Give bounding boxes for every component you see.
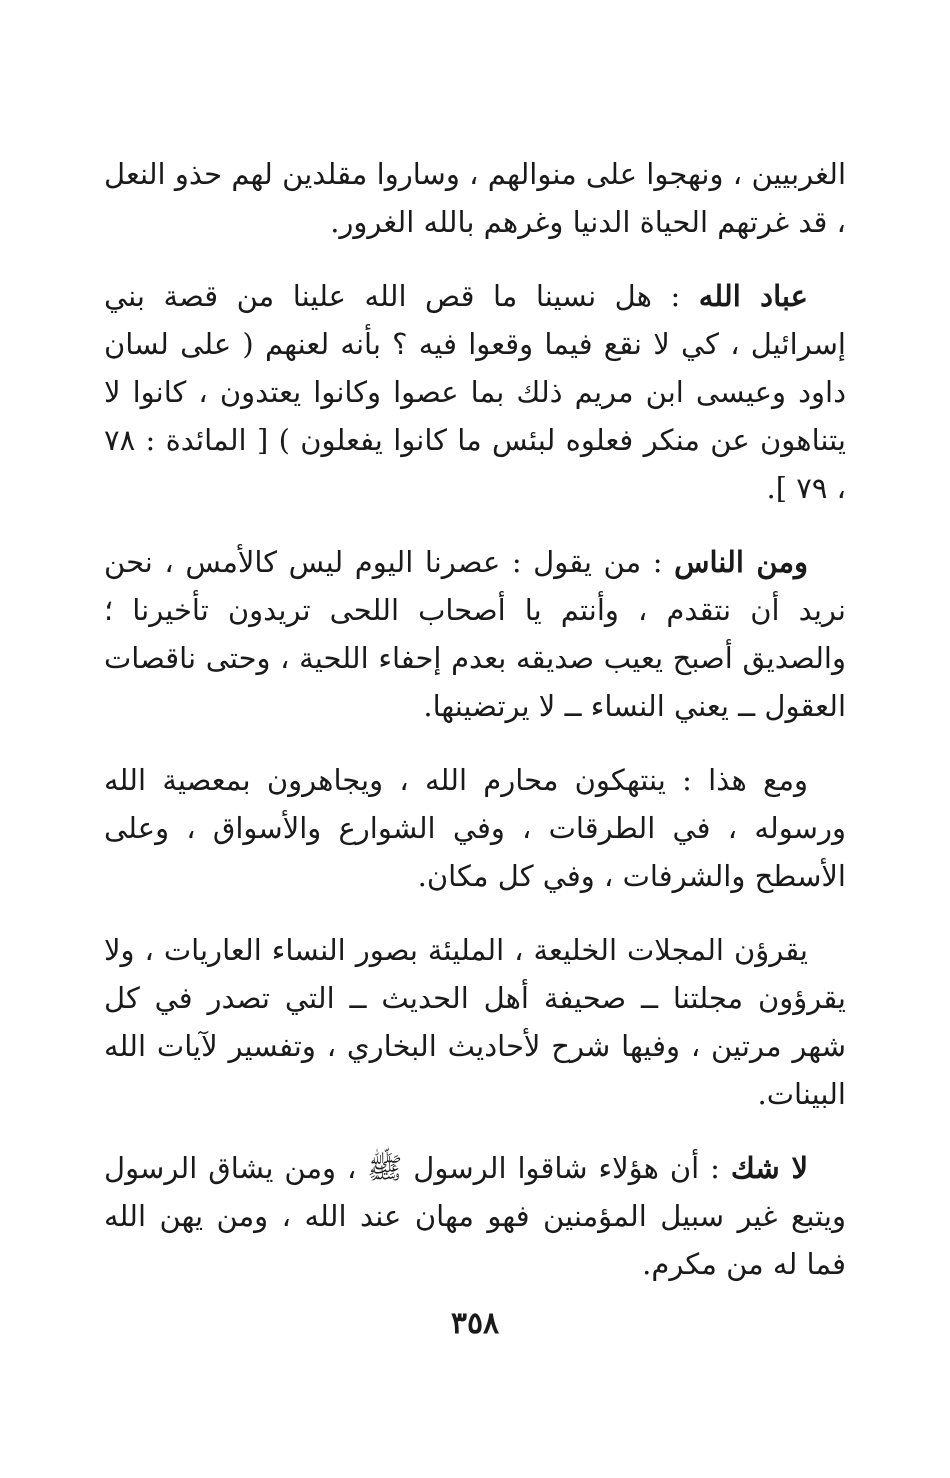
paragraph-1 xyxy=(104,150,846,246)
page-body xyxy=(104,150,846,1314)
paragraph-4 xyxy=(104,756,846,900)
paragraph-5 xyxy=(104,926,846,1118)
paragraph-2-text: : هل نسينا ما قص الله علينا من قصة بني إسرائيل ، كي لا نقع فيما وقعوا فيه ؟ بأنه لعنهم ( على لسان داود وعيسى ابن مريم ذلك بما عصوا وكانوا يعتدون ، كانوا لا يتناهون عن منكر فعلوه لبئس ما كانوا يفعلون ) [ المائدة : ٧٨ ، ٧٩ ]. xyxy=(104,279,846,505)
paragraph-1-text: الغربيين ، ونهجوا على منوالهم ، وساروا مقلدين لهم حذو النعل ، قد غرتهم الحياة الدنيا وغرهم بالله الغرور. xyxy=(104,157,846,239)
paragraph-6 xyxy=(104,1144,846,1288)
paragraph-2-lead: عباد الله xyxy=(698,279,808,313)
paragraph-6-lead: لا شك xyxy=(730,1151,808,1185)
page-number: ٣٥٨ xyxy=(450,1306,500,1341)
paragraph-3-text: : من يقول : عصرنا اليوم ليس كالأمس ، نحن نريد أن نتقدم ، وأنتم يا أصحاب اللحى تريدون تأخيرنا ؛ والصديق أصبح يعيب صديقه بعدم إحفاء اللحية ، وحتى ناقصات العقول ــ يعني النساء ــ لا يرتضينها. xyxy=(104,545,846,723)
paragraph-3 xyxy=(104,538,846,730)
paragraph-2 xyxy=(104,272,846,512)
paragraph-5-text: يقرؤن المجلات الخليعة ، المليئة بصور النساء العاريات ، ولا يقرؤون مجلتنا ــ صحيفة أهل الحديث ــ التي تصدر في كل شهر مرتين ، وفيها شرح لأحاديث البخاري ، وتفسير لآيات الله البينات. xyxy=(104,933,846,1111)
paragraph-6-text: : أن هؤلاء شاقوا الرسول ﷺ ، ومن يشاق الرسول ويتبع غير سبيل المؤمنين فهو مهان عند الله ، ومن يهن الله فما له من مكرم. xyxy=(104,1151,846,1281)
paragraph-3-lead: ومن الناس xyxy=(674,545,809,579)
paragraph-4-text: ومع هذا : ينتهكون محارم الله ، ويجاهرون بمعصية الله ورسوله ، في الطرقات ، وفي الشوارع والأسواق ، وعلى الأسطح والشرفات ، وفي كل مكان. xyxy=(104,763,846,893)
